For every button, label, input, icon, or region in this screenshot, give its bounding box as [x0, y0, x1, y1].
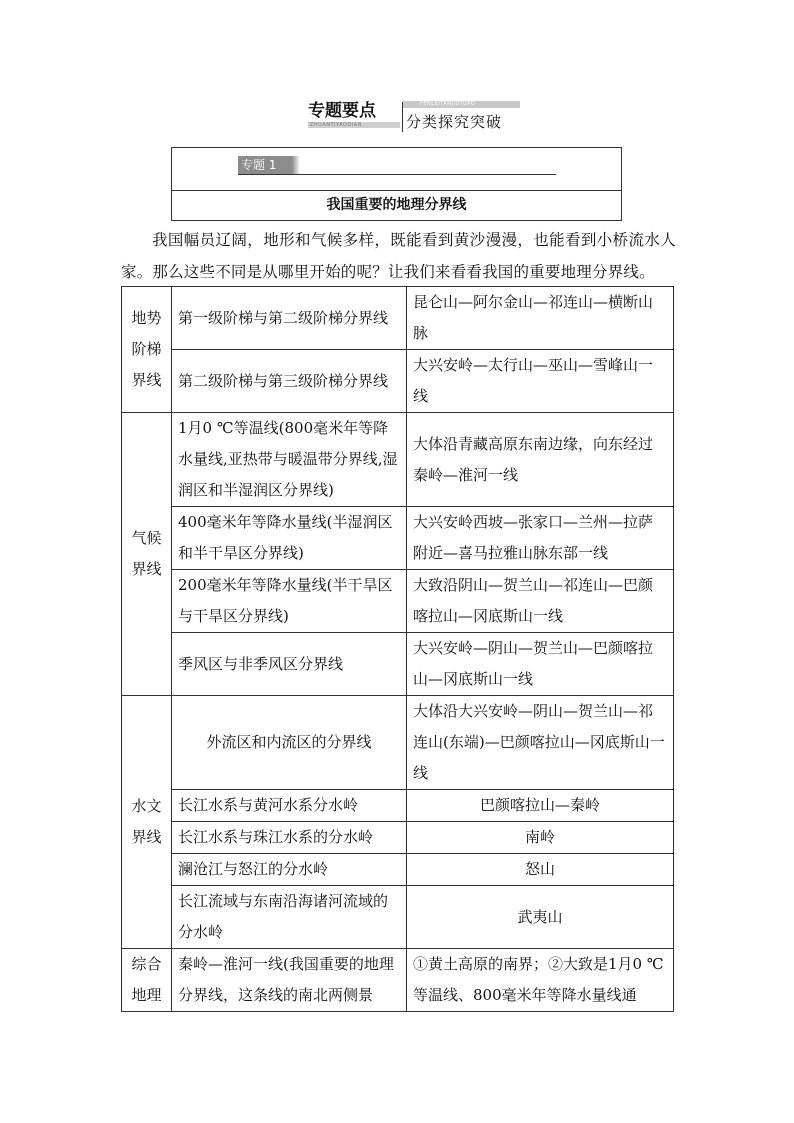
table-row: [122, 790, 674, 822]
boundary-desc: 大兴安岭—阴山—贺兰山—巴颜喀拉山—冈底斯山一线: [407, 633, 674, 696]
header-right-title: 分类探究突破: [406, 113, 503, 131]
boundary-desc: 大兴安岭—太行山—巫山—雪峰山一线: [407, 350, 674, 413]
boundary-name: 第一级阶梯与第二级阶梯分界线: [172, 287, 407, 350]
boundary-desc: 大兴安岭西坡—张家口—兰州—拉萨附近—喜马拉雅山脉东部一线: [407, 507, 674, 570]
boundary-name: 外流区和内流区的分界线: [172, 696, 407, 790]
table-row: [122, 696, 674, 790]
topic-tag-fade: [292, 156, 300, 174]
topic-title: 我国重要的地理分界线: [326, 197, 467, 213]
boundary-name: 1月0 ℃等温线(800毫米年等降水量线,亚热带与暖温带分界线,湿润区和半湿润区分界线): [172, 413, 407, 507]
category-cell: 综合地理: [122, 949, 172, 1012]
boundary-name: 长江流域与东南沿海诸河流域的分水岭: [172, 886, 407, 949]
boundary-desc: ①黄土高原的南界；②大致是1月0 ℃等温线、800毫米年等降水量线通: [407, 949, 674, 1012]
table-row: [122, 633, 674, 696]
table-row: [122, 822, 674, 854]
boundary-name: 400毫米年等降水量线(半湿润区和半干旱区分界线): [172, 507, 407, 570]
boundary-name: 第二级阶梯与第三级阶梯分界线: [172, 350, 407, 413]
topic-separator: [172, 190, 621, 191]
table-row: [122, 507, 674, 570]
table-row: [122, 949, 674, 1012]
boundary-desc: 大体沿大兴安岭—阴山—贺兰山—祁连山(东端)—巴颜喀拉山—冈底斯山一线: [407, 696, 674, 790]
category-cell: 地势阶梯界线: [122, 287, 172, 413]
boundary-name: 季风区与非季风区分界线: [172, 633, 407, 696]
topic-box: [171, 147, 622, 221]
category-cell: 气候界线: [122, 413, 172, 696]
boundary-name: 长江水系与黄河水系分水岭: [172, 790, 407, 822]
topic-underline: [238, 174, 556, 175]
boundary-desc: 怒山: [407, 854, 674, 886]
boundary-name: 澜沧江与怒江的分水岭: [172, 854, 407, 886]
header-left-pinyin: ZHUANTIYAODIAN: [310, 122, 362, 128]
table-row: [122, 413, 674, 507]
table-row: [122, 886, 674, 949]
table-row: [122, 854, 674, 886]
table-row: [122, 350, 674, 413]
boundary-table: [121, 286, 674, 1012]
intro-paragraph: 我国幅员辽阔，地形和气候多样，既能看到黄沙漫漫，也能看到小桥流水人家。那么这些不同是从哪里开始的呢？让我们来看看我国的重要地理分界线。: [121, 231, 676, 281]
header-right-pinyin: FENLEITANJIUTUPO: [420, 101, 476, 107]
boundary-desc: 南岭: [407, 822, 674, 854]
boundary-desc: 巴颜喀拉山—秦岭: [407, 790, 674, 822]
boundary-name: 秦岭—淮河一线(我国重要的地理分界线，这条线的南北两侧景: [172, 949, 407, 1012]
table-row: [122, 570, 674, 633]
category-cell: 水文界线: [122, 696, 172, 949]
section-header-banner: [308, 100, 520, 134]
boundary-desc: 大体沿青藏高原东南边缘，向东经过秦岭—淮河一线: [407, 413, 674, 507]
header-left-title: 专题要点: [308, 101, 376, 121]
topic-tag: 专题 1: [238, 156, 292, 174]
boundary-desc: 大致沿阴山—贺兰山—祁连山—巴颜喀拉山—冈底斯山一线: [407, 570, 674, 633]
table-row: [122, 287, 674, 350]
boundary-name: 200毫米年等降水量线(半干旱区与干旱区分界线): [172, 570, 407, 633]
boundary-name: 长江水系与珠江水系的分水岭: [172, 822, 407, 854]
boundary-desc: 昆仑山—阿尔金山—祁连山—横断山脉: [407, 287, 674, 350]
boundary-desc: 武夷山: [407, 886, 674, 949]
